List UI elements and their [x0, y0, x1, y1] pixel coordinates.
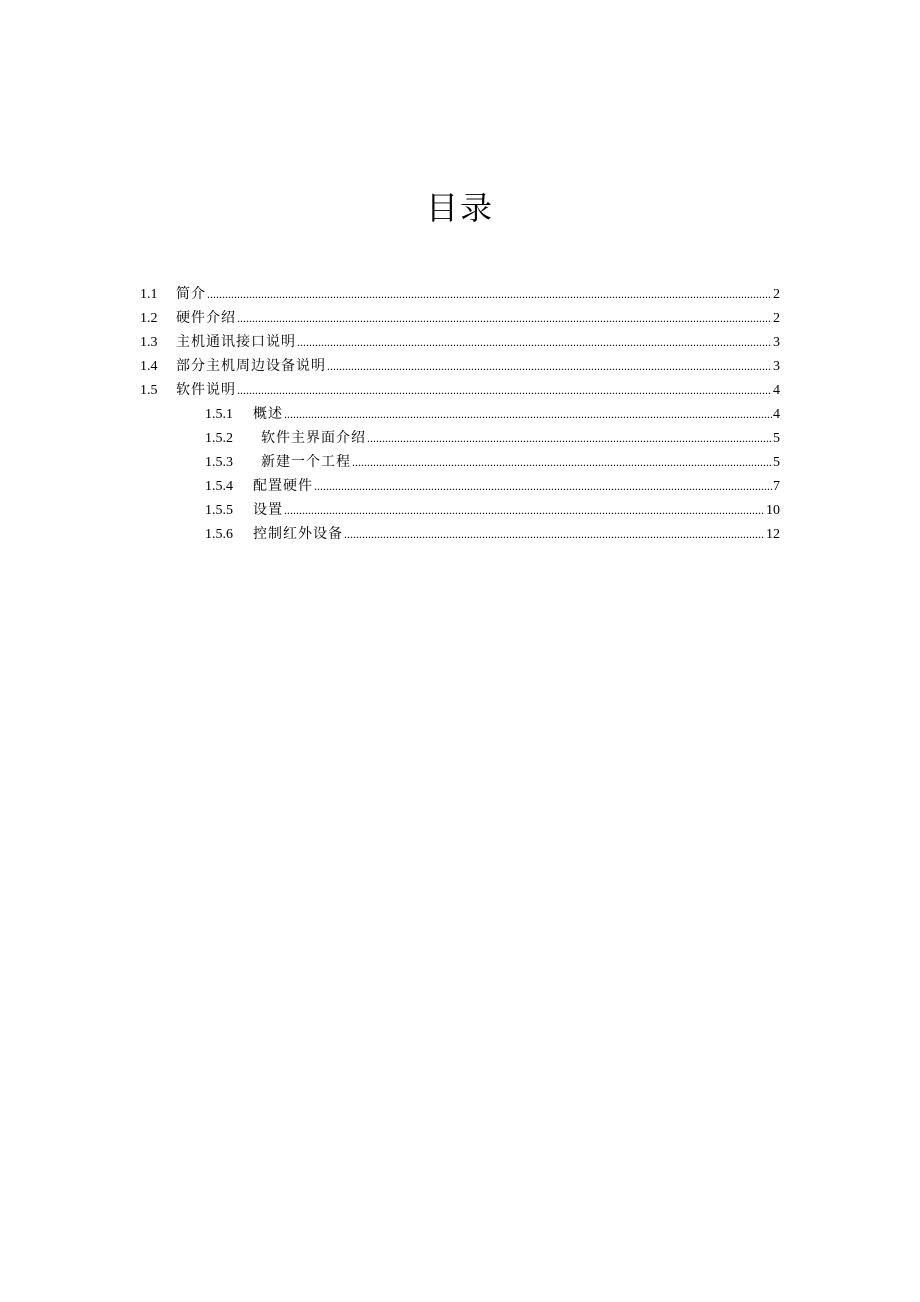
toc-dot-leader: [284, 498, 765, 522]
toc-entry[interactable]: [140, 426, 780, 450]
toc-entry-number: 1.5.3: [205, 455, 233, 470]
toc-entry-page: 12: [766, 527, 780, 542]
table-of-contents: [140, 282, 780, 546]
toc-entry-number: 1.5.1: [205, 407, 233, 422]
toc-dot-leader: [207, 282, 772, 306]
toc-entry[interactable]: [140, 330, 780, 354]
toc-entry-label: 概述: [253, 406, 283, 422]
toc-entry-page: 5: [773, 455, 780, 470]
toc-entry[interactable]: [140, 450, 780, 474]
toc-entry-number: 1.1: [140, 287, 158, 302]
toc-entry[interactable]: [140, 354, 780, 378]
page-title: 目录: [425, 189, 494, 227]
toc-entry-number: 1.5.2: [205, 431, 233, 446]
toc-entry-label: 主机通讯接口说明: [176, 334, 296, 350]
toc-entry-page: 4: [773, 383, 780, 398]
toc-entry-number: 1.4: [140, 359, 158, 374]
toc-dot-leader: [237, 306, 772, 330]
toc-entry-label: 简介: [176, 286, 206, 302]
toc-entry-page: 3: [773, 335, 780, 350]
toc-entry-page: 3: [773, 359, 780, 374]
toc-entry-page: 2: [773, 287, 780, 302]
toc-entry-number: 1.5: [140, 383, 158, 398]
toc-entry-number: 1.5.5: [205, 503, 233, 518]
toc-dot-leader: [344, 522, 765, 546]
toc-dot-leader: [314, 474, 772, 498]
toc-entry-label: 硬件介绍: [176, 310, 236, 326]
toc-entry-page: 10: [766, 503, 780, 518]
toc-entry-page: 5: [773, 431, 780, 446]
toc-entry-label: 软件主界面介绍: [261, 430, 366, 446]
toc-entry[interactable]: [140, 498, 780, 522]
toc-entry-page: 2: [773, 311, 780, 326]
toc-entry-label: 控制红外设备: [253, 526, 343, 542]
toc-dot-leader: [367, 426, 772, 450]
toc-entry[interactable]: [140, 474, 780, 498]
toc-entry[interactable]: [140, 282, 780, 306]
toc-entry-label: 新建一个工程: [261, 454, 351, 470]
toc-entry[interactable]: [140, 402, 780, 426]
toc-entry-page: 4: [773, 407, 780, 422]
toc-entry-page: 7: [773, 479, 780, 494]
toc-entry-number: 1.3: [140, 335, 158, 350]
toc-entry[interactable]: [140, 306, 780, 330]
toc-dot-leader: [327, 354, 772, 378]
toc-entry-number: 1.5.4: [205, 479, 233, 494]
toc-entry-label: 配置硬件: [253, 478, 313, 494]
toc-dot-leader: [237, 378, 772, 402]
toc-entry[interactable]: [140, 522, 780, 546]
toc-dot-leader: [352, 450, 772, 474]
toc-entry-label: 软件说明: [176, 382, 236, 398]
toc-dot-leader: [297, 330, 772, 354]
toc-entry-label: 部分主机周边设备说明: [176, 358, 326, 374]
toc-entry-number: 1.5.6: [205, 527, 233, 542]
toc-entry-label: 设置: [253, 502, 283, 518]
toc-entry[interactable]: [140, 378, 780, 402]
toc-dot-leader: [284, 402, 772, 426]
toc-entry-number: 1.2: [140, 311, 158, 326]
